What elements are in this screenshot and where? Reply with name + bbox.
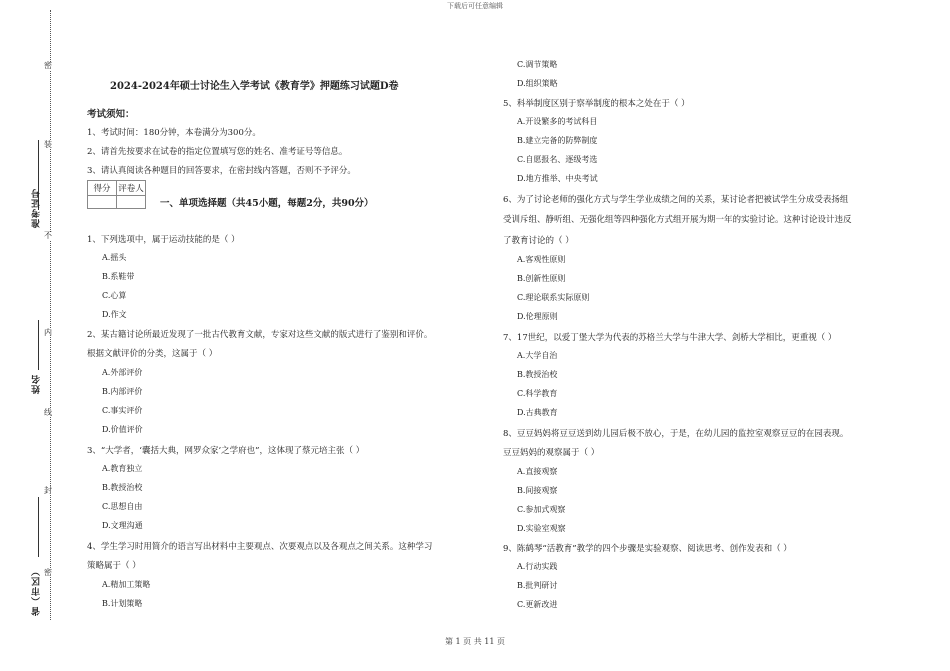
question-stem: 4、学生学习时用简介的语言写出材料中主要观点、次要观点以及各观点之间关系。这种学习 xyxy=(87,542,433,552)
question-option: A.直接观察 xyxy=(517,467,558,476)
question-option: C.科学教育 xyxy=(517,389,558,398)
question-stem: 了教育讨论的（ ） xyxy=(503,236,574,246)
question-stem: 6、为了讨论老师的强化方式与学生学业成绩之间的关系，某讨论者把被试学生分成受表扬组 xyxy=(503,195,849,205)
section-heading: 一、单项选择题（共45小题，每题2分，共90分） xyxy=(160,198,374,209)
question-option: D.地方推举、中央考试 xyxy=(517,174,598,183)
question-stem: 受训斥组、静听组、无强化组等四种强化方式组开展为期一年的实验讨论。这种讨论设计违反 xyxy=(503,215,852,225)
question-option: A.摇头 xyxy=(102,253,127,262)
seal-mark: 封 xyxy=(44,486,52,495)
question-option: C.自愿报名、逐级考选 xyxy=(517,155,598,164)
score-label: 得分 xyxy=(88,181,117,196)
notice-heading: 考试须知： xyxy=(87,109,135,120)
question-stem: 8、豆豆妈妈将豆豆送到幼儿园后极不放心，于是，在幼儿园的监控室观察豆豆的在园表现。 xyxy=(503,429,849,439)
score-cell[interactable] xyxy=(88,196,117,209)
question-stem: 根据文献评价的分类，这属于（ ） xyxy=(87,349,218,359)
name-blank[interactable] xyxy=(38,320,39,370)
question-option: B.教授治校 xyxy=(102,483,143,492)
question-stem: 策略属于（ ） xyxy=(87,561,141,571)
question-option: A.外部评价 xyxy=(102,368,143,377)
seal-mark: 密 xyxy=(44,568,52,577)
notice-item: 3、请认真阅读各种题目的回答要求，在密封线内答题，否则不予评分。 xyxy=(87,166,356,176)
question-option: D.实验室观察 xyxy=(517,524,566,533)
name-label: 姓名 xyxy=(32,374,42,394)
question-option: A.开设繁多的考试科目 xyxy=(517,117,598,126)
question-option: C.事实评价 xyxy=(102,406,143,415)
header-note: 下载后可任意编辑 xyxy=(447,2,503,10)
question-option: B.创新性原则 xyxy=(517,274,566,283)
question-stem: 3、“大学者，‘囊括大典，网罗众家’之学府也”，这体现了蔡元培主张（ ） xyxy=(87,446,365,456)
question-stem: 5、科举制度区别于察举制度的根本之处在于（ ） xyxy=(503,99,690,109)
question-option: B.计划策略 xyxy=(102,599,143,608)
seal-mark: 线 xyxy=(44,408,52,417)
question-option: D.作文 xyxy=(102,310,127,319)
question-option: A.客观性原则 xyxy=(517,255,566,264)
question-option: A.行动实践 xyxy=(517,562,558,571)
question-stem: 2、某古籍讨论所最近发现了一批古代教育文献，专家对这些文献的版式进行了鉴别和评价。 xyxy=(87,330,433,340)
question-option: C.心算 xyxy=(102,291,127,300)
question-option: D.价值评价 xyxy=(102,425,143,434)
page-footer: 第 1 页 共 11 页 xyxy=(445,637,505,646)
question-option: D.古典教育 xyxy=(517,408,558,417)
province-label: 省（市区） xyxy=(32,566,42,616)
question-option: C.更新改进 xyxy=(517,600,558,609)
question-option: B.内部评价 xyxy=(102,387,143,396)
question-option: A.教育独立 xyxy=(102,464,143,473)
question-stem: 1、下列选项中，属于运动技能的是（ ） xyxy=(87,235,240,245)
question-option: D.文理沟通 xyxy=(102,521,143,530)
question-option: C.思想自由 xyxy=(102,502,143,511)
score-box xyxy=(87,180,146,209)
province-blank[interactable] xyxy=(38,497,39,557)
seal-mark: 不 xyxy=(44,231,52,240)
seal-mark: 密 xyxy=(44,61,52,70)
question-stem: 9、陈鹤琴“活教育”教学的四个步骤是实验观察、阅读思考、创作发表和（ ） xyxy=(503,544,792,554)
grader-cell[interactable] xyxy=(117,196,146,209)
question-option: B.间接观察 xyxy=(517,486,558,495)
question-stem: 7、17世纪，以爱丁堡大学为代表的苏格兰大学与牛津大学、剑桥大学相比，更重视（ ） xyxy=(503,333,837,343)
notice-item: 2、请首先按要求在试卷的指定位置填写您的姓名、准考证号等信息。 xyxy=(87,147,348,157)
exam-title: 2024-2024年硕士讨论生入学考试《教育学》押题练习试题D卷 xyxy=(110,81,399,92)
question-option: C.理论联系实际原则 xyxy=(517,293,590,302)
question-option: B.教授治校 xyxy=(517,370,558,379)
question-option: B.批判研讨 xyxy=(517,581,558,590)
question-option: A.精加工策略 xyxy=(102,580,151,589)
seal-mark: 内 xyxy=(44,328,52,337)
question-option: C.参加式观察 xyxy=(517,505,566,514)
grader-label: 评卷人 xyxy=(117,181,146,196)
seal-line xyxy=(50,10,51,620)
seal-mark: 装 xyxy=(44,140,52,149)
question-option: D.伦理原则 xyxy=(517,312,558,321)
question-option: C.调节策略 xyxy=(517,60,558,69)
question-option: D.组织策略 xyxy=(517,79,558,88)
question-stem: 豆豆妈妈的观察属于（ ） xyxy=(503,448,600,458)
question-option: B.建立完备的防弊制度 xyxy=(517,136,598,145)
question-option: A.大学自治 xyxy=(517,351,558,360)
question-option: B.系鞋带 xyxy=(102,272,135,281)
exam-number-label: 准考证号 xyxy=(32,188,42,228)
notice-item: 1、考试时间：180分钟，本卷满分为300分。 xyxy=(87,128,261,138)
